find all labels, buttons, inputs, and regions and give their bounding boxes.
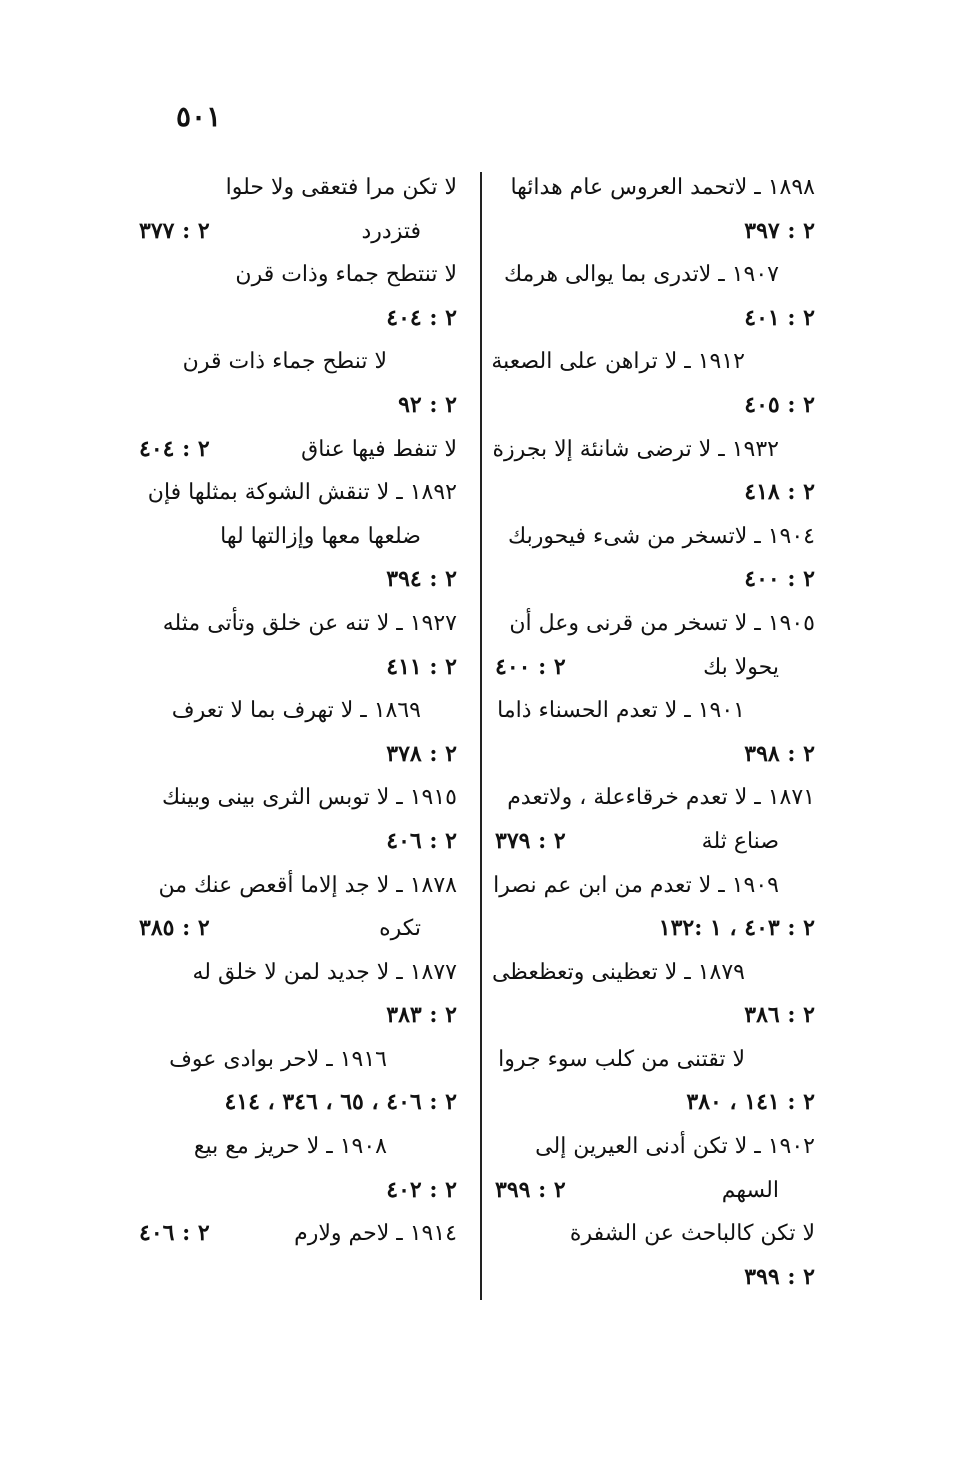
- page-reference: ٢ : ٣٨٦: [744, 1002, 815, 1029]
- page-reference: ٢ : ٤٠٥: [744, 391, 815, 418]
- page-reference: ٢ : ٤٠٦: [386, 827, 457, 854]
- proverb-entry: [495, 166, 815, 210]
- proverb-text: ١٩٠١ ـ لا تعدم الحسناء ذاما: [497, 698, 745, 724]
- proverb-text: ١٩٠٨ ـ لا حريز مع بيع: [193, 1134, 387, 1160]
- page-reference: ٢ : ٣٩٩: [744, 1263, 815, 1290]
- proverb-continuation: [495, 1169, 815, 1213]
- proverb-continuation: [139, 907, 457, 951]
- proverb-text: ١٨٩٢ ـ لا تنقش الشوكة بمثلها فإن: [147, 480, 457, 506]
- proverb-text: ١٨٧٧ ـ لا جديد لمن لا خلق له: [192, 959, 457, 985]
- proverb-entry: [139, 951, 457, 995]
- proverb-text: فتزدرد: [361, 218, 421, 244]
- inline-page-reference: ٢ : ٣٩٩: [495, 1176, 566, 1203]
- page-reference: ٢ : ٩٢: [398, 391, 457, 418]
- proverb-text: لا تنطح جماء ذات قرن: [182, 349, 387, 375]
- inline-page-reference: ٢ : ٤٠٤: [139, 435, 210, 462]
- proverb-text: لا تكن كالباحث عن الشفرة: [569, 1221, 815, 1247]
- page-reference: ٢ : ٤٠٠: [744, 566, 815, 593]
- proverb-text: ١٨٩٨ ـ لاتحمد العروس عام هدائها: [510, 175, 815, 200]
- proverb-entry: [491, 340, 815, 384]
- proverb-text: ١٩٣٢ ـ لا ترضى شانئة إلا بجرزة: [492, 436, 779, 462]
- proverb-text: لا تنتطح جماء وذات قرن: [235, 262, 457, 288]
- page-reference: ٢ : ٤٠٤: [386, 304, 457, 331]
- proverb-continuation: [495, 820, 815, 864]
- proverb-text: ١٨٦٩ ـ لا تهرف بما لا تعرف: [171, 698, 421, 724]
- proverb-text: لا تقتنى من كلب سوء جروا: [498, 1046, 745, 1072]
- proverb-entry: [495, 689, 815, 733]
- proverb-entry: [139, 1212, 457, 1256]
- proverb-entry: [139, 776, 457, 820]
- proverb-text: ضلعها معها وإزالتها لها: [220, 523, 421, 549]
- proverb-text: ١٨٧٩ ـ لا تعظينى وتعظعظى: [491, 959, 745, 985]
- proverb-entry: [495, 253, 815, 297]
- proverb-text: لا تنفط فيها عناق: [301, 436, 457, 462]
- proverb-entry: [139, 864, 457, 908]
- page-reference: ٢ : ٣٩٤: [386, 566, 457, 593]
- proverb-entry: [139, 602, 457, 646]
- proverb-continuation: [495, 646, 815, 690]
- proverb-entry: [495, 1125, 815, 1169]
- proverb-text: ١٩٠٢ ـ لا تكن أدنى العيرين إلى: [535, 1134, 815, 1160]
- inline-page-reference: ٢ : ٣٨٥: [139, 915, 210, 942]
- page-reference: ٢ : ٤٠٢: [386, 1176, 457, 1203]
- proverb-entry: [139, 515, 457, 559]
- page-reference: ٢ : ٣٨٣: [386, 1002, 457, 1029]
- proverb-text: لا تكن مرا فتعقى ولا حلوا: [225, 175, 457, 200]
- proverb-text: صناع ثلة: [701, 828, 779, 854]
- proverb-entry: [139, 253, 457, 297]
- proverb-text: ١٩١٦ ـ لاحر بوادى عوف: [169, 1046, 387, 1072]
- page-reference: ٢ : ٤١٨: [744, 479, 815, 506]
- proverb-entry: [495, 602, 815, 646]
- page-reference: ٢ : ٤٠١: [744, 304, 815, 331]
- proverb-entry: [495, 1038, 815, 1082]
- proverb-entry: [139, 340, 457, 384]
- page-reference: ٢ : ٣٧٨: [386, 740, 457, 767]
- proverb-entry: [491, 951, 815, 995]
- proverb-continuation: [139, 210, 457, 254]
- inline-page-reference: ٢ : ٤٠٠: [495, 653, 566, 680]
- proverb-text: ١٩٢٧ ـ لا تنه عن خلق وتأتى مثله: [162, 610, 457, 636]
- inline-page-reference: ٢ : ٤٠٦: [139, 1220, 210, 1247]
- proverb-text: ١٩٠٥ ـ لا تسخر من قرنى وعل أن: [509, 610, 815, 636]
- inline-page-reference: ٢ : ٣٧٧: [139, 217, 210, 244]
- page-reference: ٢ : ١٤١ ، ٣٨٠: [686, 1089, 815, 1116]
- proverb-text: تكره: [379, 916, 421, 942]
- page-reference: ٢ : ٤٠٣ ، ١ :١٣٢: [658, 915, 815, 942]
- proverb-entry: [495, 864, 815, 908]
- right-column: [491, 166, 815, 1299]
- proverb-text: ١٩٠٩ ـ لا تعدم من ابن عم نصرا: [493, 872, 779, 898]
- proverb-entry: [495, 515, 815, 559]
- left-column: [139, 166, 457, 1256]
- proverb-text: يحولا بك: [703, 654, 779, 680]
- proverb-entry: [139, 689, 457, 733]
- proverb-entry: [492, 428, 815, 472]
- proverb-text: ١٩١٥ ـ لا توبس الثرى بينى وبينك: [162, 785, 457, 811]
- proverb-entry: [495, 1212, 815, 1256]
- page-reference: ٢ : ٤٠٦ ، ٦٥ ، ٣٤٦ ، ٤١٤: [224, 1089, 457, 1116]
- proverb-text: ١٩١٤ ـ لاحم ولارم: [294, 1221, 457, 1247]
- proverb-entry: [495, 776, 815, 820]
- page-reference: ٢ : ٣٩٧: [744, 217, 815, 244]
- proverb-text: ١٨٧١ ـ لا تعدم خرقاءعلة ، ولاتعدم: [507, 785, 815, 811]
- proverb-entry: [139, 428, 457, 472]
- page-reference: ٢ : ٣٩٨: [744, 740, 815, 767]
- proverb-text: ١٩٠٤ ـ لاتسخر من شىء فيحوربك: [508, 523, 815, 549]
- proverb-entry: [139, 166, 457, 210]
- page-reference: ٢ : ٤١١: [386, 653, 457, 680]
- proverb-text: السهم: [721, 1177, 779, 1203]
- proverb-entry: [139, 1125, 457, 1169]
- proverb-entry: [139, 471, 457, 515]
- proverb-text: ١٨٧٨ ـ لا جد إلاما أقعص عنك من: [158, 872, 457, 898]
- proverb-text: ١٩٠٧ ـ لاتدرى بما يوالى هرمك: [504, 262, 779, 288]
- proverb-text: ١٩١٢ ـ لا تراهن على الصعبة: [491, 349, 745, 375]
- proverb-entry: [139, 1038, 457, 1082]
- page-number: ٥٠١: [176, 100, 222, 133]
- column-divider: [480, 172, 482, 1300]
- inline-page-reference: ٢ : ٣٧٩: [495, 827, 566, 854]
